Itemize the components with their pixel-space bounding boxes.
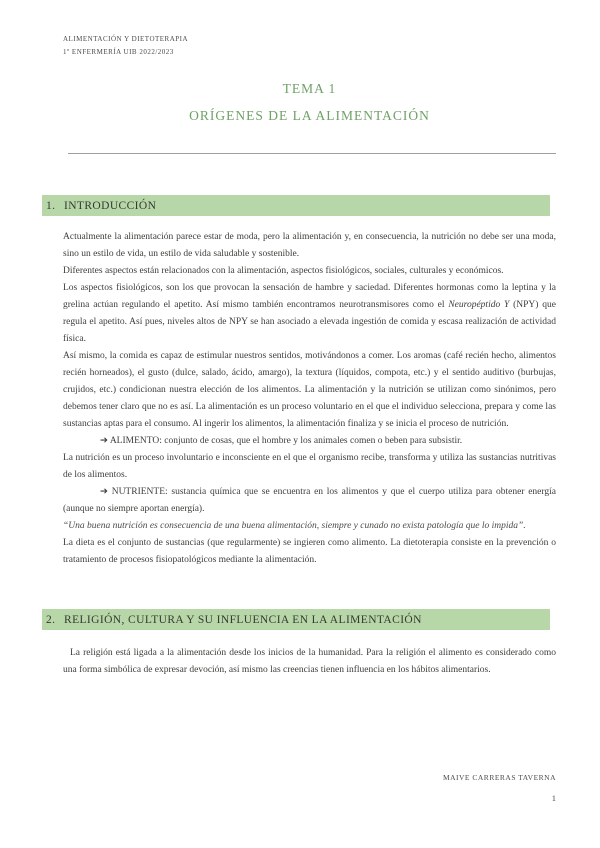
paragraph: La nutrición es un proceso involuntario e inconsciente en el que el organismo recibe, transforma y utiliza las sustancias nutritivas de los alimentos. [63, 453, 556, 480]
bullet-nutriente [63, 484, 556, 518]
arrow-bullet-icon: ➔ [100, 436, 108, 446]
document-title [63, 75, 556, 129]
paragraph: La religión está ligada a la alimentación desde los inicios de la humanidad. Para la religión el alimento es considerado como una forma simbólica de expresar devoción, así mismo las creencias tienen influencia en los hábitos alimentarios. [63, 648, 556, 675]
paragraph-text: Los aspectos fisiológicos, son los que provocan la sensación de hambre y saciedad. Diferentes hormonas como la leptina y la grelina actúan regulando el apetito. Así mismo también encontramos neurotransmisores como el [63, 283, 556, 310]
paragraph [63, 280, 556, 348]
section-heading-introduccion [42, 195, 550, 216]
title-divider [68, 153, 556, 154]
paragraph-text: (NPY) que regula el apetito. Así pues, niveles altos de NPY se han asociado a elevada ingestión de comida y escasa realización de actividad física. [63, 300, 556, 344]
paragraph: Así mismo, la comida es capaz de estimular nuestros sentidos, motivándonos a comer. Los aromas (café recién hecho, alimentos recién horneados), el gusto (dulce, salado, ácido, amargo), la textura (líquidos, compota, etc.) y el sentido auditivo (burbujas, crujidos, etc.) condicionan nuestra elección de los alimentos. La alimentación y la nutrición se utilizan como sinónimos, pero debemos tener claro que no es así. La alimentación es un proceso voluntario en el que el individuo selecciona, prepara y come las sustancias aptas para el consumo. Al ingerir los alimentos, la alimentación finaliza y se inicia el proceso de nutrición. [63, 351, 556, 429]
header-course-title: ALIMENTACIÓN Y DIETOTERAPIA [63, 35, 189, 43]
section-number: 2. [46, 613, 56, 626]
paragraph: La dieta es el conjunto de sustancias (que regularmente) se ingieren como alimento. La dietoterapia consiste en la prevención o tratamiento de procesos fisiopatológicos mediante la alimentación. [63, 538, 556, 565]
section-heading-religion [42, 609, 550, 630]
title-tema: TEMA 1 [282, 81, 337, 96]
page-number: 1 [551, 793, 556, 803]
arrow-bullet-icon: ➔ [100, 487, 108, 497]
bullet-text: ALIMENTO: conjunto de cosas, que el hombre y los animales comen o beben para subsistir. [107, 436, 463, 446]
quote-paragraph: “Una buena nutrición es consecuencia de una buena alimentación, siempre y cunado no exista patología que lo impida”. [63, 521, 526, 531]
page-footer [443, 772, 556, 804]
paragraph-italic-term: Neuropéptido Y [448, 300, 510, 310]
paragraph: Diferentes aspectos están relacionados con la alimentación, aspectos fisiológicos, sociales, culturales y económicos. [63, 266, 504, 276]
section1-body [63, 229, 556, 569]
section-heading-label: RELIGIÓN, CULTURA Y SU INFLUENCIA EN LA ALIMENTACIÓN [64, 613, 422, 626]
paragraph: Actualmente la alimentación parece estar de moda, pero la alimentación y, en consecuencia, la nutrición no debe ser una moda, sino un estilo de vida, un estilo de vida saludable y sostenible. [63, 232, 556, 259]
title-subject: ORÍGENES DE LA ALIMENTACIÓN [189, 108, 430, 123]
section-heading-label: INTRODUCCIÓN [64, 199, 157, 212]
bullet-alimento [63, 433, 556, 450]
page-header [63, 33, 556, 59]
footer-author: MAIVE CARRERAS TAVERNA [442, 773, 556, 782]
section-number: 1. [46, 199, 56, 212]
bullet-text: NUTRIENTE: sustancia química que se encuentra en los alimentos y que el cuerpo utiliza para obtener energía (aunque no siempre aportan energía). [63, 487, 556, 514]
section2-body [63, 645, 556, 679]
header-course-subtitle: 1º ENFERMERÍA UIB 2022/2023 [63, 48, 174, 56]
